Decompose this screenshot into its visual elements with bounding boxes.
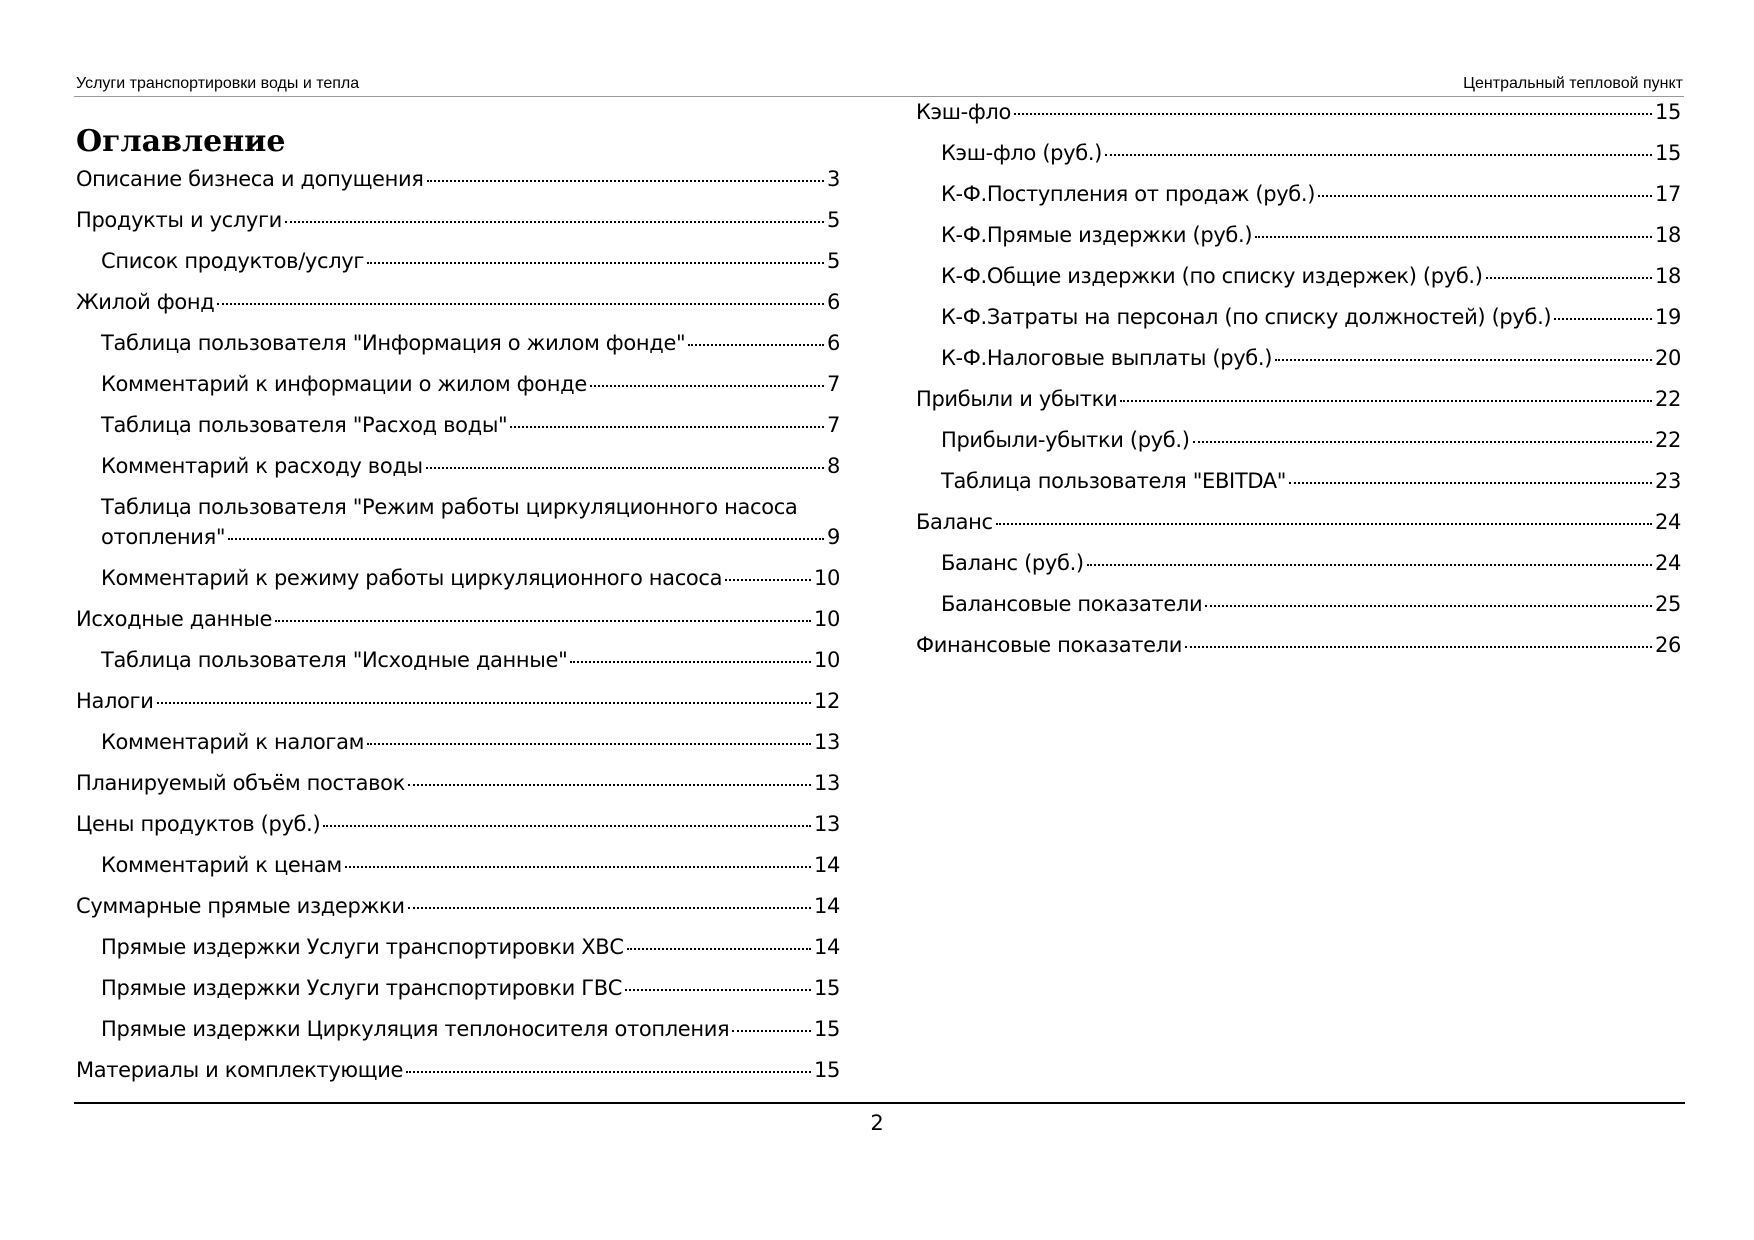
- toc-entry-page: 13: [813, 730, 840, 754]
- toc-entry-page: 15: [1654, 141, 1681, 165]
- toc-leader-dots: [406, 1071, 811, 1073]
- toc-subentry[interactable]: [76, 727, 840, 757]
- toc-leader-dots: [427, 180, 824, 182]
- toc-leader-dots: [1193, 441, 1652, 443]
- toc-entry-page: 20: [1654, 346, 1681, 370]
- toc-subentry[interactable]: [916, 179, 1681, 209]
- toc-leader-dots: [408, 784, 811, 786]
- toc-entry[interactable]: [916, 507, 1681, 537]
- toc-entry-line2: [101, 522, 840, 552]
- toc-entry[interactable]: [76, 205, 840, 235]
- toc-entry-text: Финансовые показатели: [916, 633, 1183, 657]
- toc-entry-page: 22: [1654, 428, 1681, 452]
- toc-entry-text: Прямые издержки Циркуляция теплоносителя отопления: [101, 1017, 730, 1041]
- toc-entry-text: Таблица пользователя "Исходные данные": [101, 648, 568, 672]
- toc-entry[interactable]: [76, 164, 840, 194]
- toc-entry-page: 14: [813, 935, 840, 959]
- toc-entry-text: К-Ф.Затраты на персонал (по списку должностей) (руб.): [941, 305, 1552, 329]
- toc-subentry[interactable]: [76, 451, 840, 481]
- running-header-left: Услуги транспортировки воды и тепла: [76, 75, 360, 92]
- toc-entry-page: 22: [1654, 387, 1681, 411]
- toc-entry[interactable]: [916, 630, 1681, 660]
- toc-entry-text: Список продуктов/услуг: [101, 249, 365, 273]
- footer-divider: [74, 1102, 1685, 1104]
- toc-entry-text: К-Ф.Налоговые выплаты (руб.): [941, 346, 1273, 370]
- toc-entry[interactable]: [76, 809, 840, 839]
- toc-entry-page: 23: [1654, 469, 1681, 493]
- toc-entry-page: 13: [813, 771, 840, 795]
- toc-subentry[interactable]: [916, 220, 1681, 250]
- toc-leader-dots: [1185, 646, 1652, 648]
- toc-entry[interactable]: [916, 97, 1681, 127]
- toc-entry-page: 19: [1654, 305, 1681, 329]
- toc-leader-dots: [1554, 318, 1652, 320]
- toc-entry-text-line1: Таблица пользователя "Режим работы циркуляционного насоса: [101, 495, 798, 519]
- toc-entry-page: 18: [1654, 264, 1681, 288]
- toc-entry-text: Комментарий к режиму работы циркуляционного насоса: [101, 566, 723, 590]
- toc-leader-dots: [590, 385, 824, 387]
- toc-entry-page: 10: [813, 566, 840, 590]
- toc-title: Оглавление: [76, 124, 286, 159]
- toc-leader-dots: [1289, 482, 1652, 484]
- toc-entry-text: Кэш-фло (руб.): [941, 141, 1102, 165]
- toc-subentry[interactable]: [916, 548, 1681, 578]
- toc-entry-text: Комментарий к ценам: [101, 853, 342, 877]
- toc-leader-dots: [228, 538, 824, 540]
- toc-entry-page: 15: [813, 1017, 840, 1041]
- toc-entry-page: 15: [813, 1058, 840, 1082]
- toc-entry-text: Комментарий к налогам: [101, 730, 365, 754]
- toc-subentry[interactable]: [76, 973, 840, 1003]
- toc-entry-text: Цены продуктов (руб.): [76, 812, 321, 836]
- toc-leader-dots: [688, 344, 824, 346]
- toc-subentry[interactable]: [76, 410, 840, 440]
- toc-leader-dots: [275, 620, 811, 622]
- toc-leader-dots: [1255, 236, 1652, 238]
- toc-entry-text: Продукты и услуги: [76, 208, 282, 232]
- toc-leader-dots: [157, 702, 811, 704]
- toc-leader-dots: [367, 743, 811, 745]
- toc-entry-page: 10: [813, 648, 840, 672]
- toc-leader-dots: [732, 1030, 811, 1032]
- toc-subentry[interactable]: [916, 261, 1681, 291]
- toc-leader-dots: [426, 467, 824, 469]
- toc-leader-dots: [408, 907, 811, 909]
- toc-leader-dots: [1014, 113, 1652, 115]
- toc-entry-text: Суммарные прямые издержки: [76, 894, 405, 918]
- toc-subentry[interactable]: [76, 932, 840, 962]
- toc-entry-text: Планируемый объём поставок: [76, 771, 405, 795]
- toc-entry-page: 9: [826, 525, 840, 549]
- page-number: 2: [870, 1111, 884, 1135]
- toc-subentry[interactable]: [76, 850, 840, 880]
- toc-entry-text: Баланс: [916, 510, 993, 534]
- toc-entry-page: 25: [1654, 592, 1681, 616]
- toc-subentry[interactable]: [916, 343, 1681, 373]
- toc-entry-page: 6: [826, 290, 840, 314]
- toc-subentry[interactable]: [76, 645, 840, 675]
- toc-subentry[interactable]: [916, 589, 1681, 619]
- toc-leader-dots: [345, 866, 811, 868]
- toc-entry-page: 14: [813, 853, 840, 877]
- toc-entry-page: 7: [826, 413, 840, 437]
- toc-entry-text: Налоги: [76, 689, 154, 713]
- toc-leader-dots: [627, 948, 811, 950]
- toc-leader-dots: [285, 221, 824, 223]
- toc-entry-text: К-Ф.Прямые издержки (руб.): [941, 223, 1253, 247]
- toc-entry-page: 6: [826, 331, 840, 355]
- toc-entry-text: Баланс (руб.): [941, 551, 1084, 575]
- toc-subentry[interactable]: [76, 492, 840, 552]
- toc-entry-text: Комментарий к информации о жилом фонде: [101, 372, 587, 396]
- toc-leader-dots: [725, 579, 811, 581]
- running-header-right: Центральный тепловой пункт: [1463, 75, 1683, 92]
- toc-leader-dots: [1318, 195, 1652, 197]
- toc-entry-text: Таблица пользователя "EBITDA": [941, 469, 1287, 493]
- toc-entry-text: Прибыли-убытки (руб.): [941, 428, 1190, 452]
- toc-leader-dots: [1105, 154, 1652, 156]
- toc-entry-page: 5: [826, 208, 840, 232]
- toc-leader-dots: [367, 262, 824, 264]
- toc-subentry[interactable]: [916, 302, 1681, 332]
- toc-leader-dots: [570, 661, 811, 663]
- toc-entry-page: 17: [1654, 182, 1681, 206]
- toc-entry[interactable]: [76, 891, 840, 921]
- toc-entry-page: 14: [813, 894, 840, 918]
- toc-leader-dots: [510, 426, 824, 428]
- toc-entry-page: 18: [1654, 223, 1681, 247]
- toc-entry-text: Прибыли и убытки: [916, 387, 1118, 411]
- toc-right-column: [916, 97, 1681, 671]
- toc-entry-page: 3: [826, 167, 840, 191]
- toc-leader-dots: [625, 989, 811, 991]
- toc-entry-text: К-Ф.Общие издержки (по списку издержек) (руб.): [941, 264, 1483, 288]
- toc-entry-page: 5: [826, 249, 840, 273]
- toc-entry-page: 12: [813, 689, 840, 713]
- toc-leader-dots: [1087, 564, 1652, 566]
- toc-leader-dots: [217, 303, 824, 305]
- toc-entry-page: 10: [813, 607, 840, 631]
- toc-entry-text: Жилой фонд: [76, 290, 215, 314]
- toc-entry-page: 8: [826, 454, 840, 478]
- toc-entry-text: Исходные данные: [76, 607, 273, 631]
- toc-entry-text: Таблица пользователя "Информация о жилом фонде": [101, 331, 686, 355]
- toc-entry[interactable]: [916, 384, 1681, 414]
- toc-leader-dots: [1205, 605, 1652, 607]
- toc-entry-text: Комментарий к расходу воды: [101, 454, 423, 478]
- toc-entry[interactable]: [76, 1055, 840, 1085]
- toc-left-column: [76, 164, 840, 1096]
- toc-leader-dots: [996, 523, 1652, 525]
- toc-entry-text: Кэш-фло: [916, 100, 1012, 124]
- toc-entry-text: Прямые издержки Услуги транспортировки ГВС: [101, 976, 623, 1000]
- toc-entry-page: 15: [1654, 100, 1681, 124]
- toc-subentry[interactable]: [76, 246, 840, 276]
- toc-leader-dots: [1120, 400, 1652, 402]
- toc-entry-text-line2: отопления": [101, 525, 226, 549]
- toc-entry-page: 24: [1654, 551, 1681, 575]
- toc-subentry[interactable]: [76, 1014, 840, 1044]
- toc-entry-text: Прямые издержки Услуги транспортировки ХВС: [101, 935, 624, 959]
- toc-entry-text: Материалы и комплектующие: [76, 1058, 404, 1082]
- toc-entry-page: 24: [1654, 510, 1681, 534]
- toc-subentry[interactable]: [916, 466, 1681, 496]
- toc-entry-text: Балансовые показатели: [941, 592, 1203, 616]
- toc-entry-page: 26: [1654, 633, 1681, 657]
- toc-subentry[interactable]: [916, 425, 1681, 455]
- toc-entry[interactable]: [76, 686, 840, 716]
- toc-subentry[interactable]: [76, 328, 840, 358]
- toc-leader-dots: [1486, 277, 1652, 279]
- toc-leader-dots: [1275, 359, 1652, 361]
- toc-subentry[interactable]: [76, 369, 840, 399]
- toc-entry[interactable]: [76, 287, 840, 317]
- toc-entry-page: 13: [813, 812, 840, 836]
- toc-entry[interactable]: [76, 604, 840, 634]
- toc-entry-page: 7: [826, 372, 840, 396]
- toc-leader-dots: [323, 825, 811, 827]
- toc-entry-text: Таблица пользователя "Расход воды": [101, 413, 508, 437]
- toc-entry-text: К-Ф.Поступления от продаж (руб.): [941, 182, 1316, 206]
- toc-subentry[interactable]: [76, 563, 840, 593]
- toc-entry-text: Описание бизнеса и допущения: [76, 167, 424, 191]
- toc-entry[interactable]: [76, 768, 840, 798]
- toc-entry-page: 15: [813, 976, 840, 1000]
- toc-subentry[interactable]: [916, 138, 1681, 168]
